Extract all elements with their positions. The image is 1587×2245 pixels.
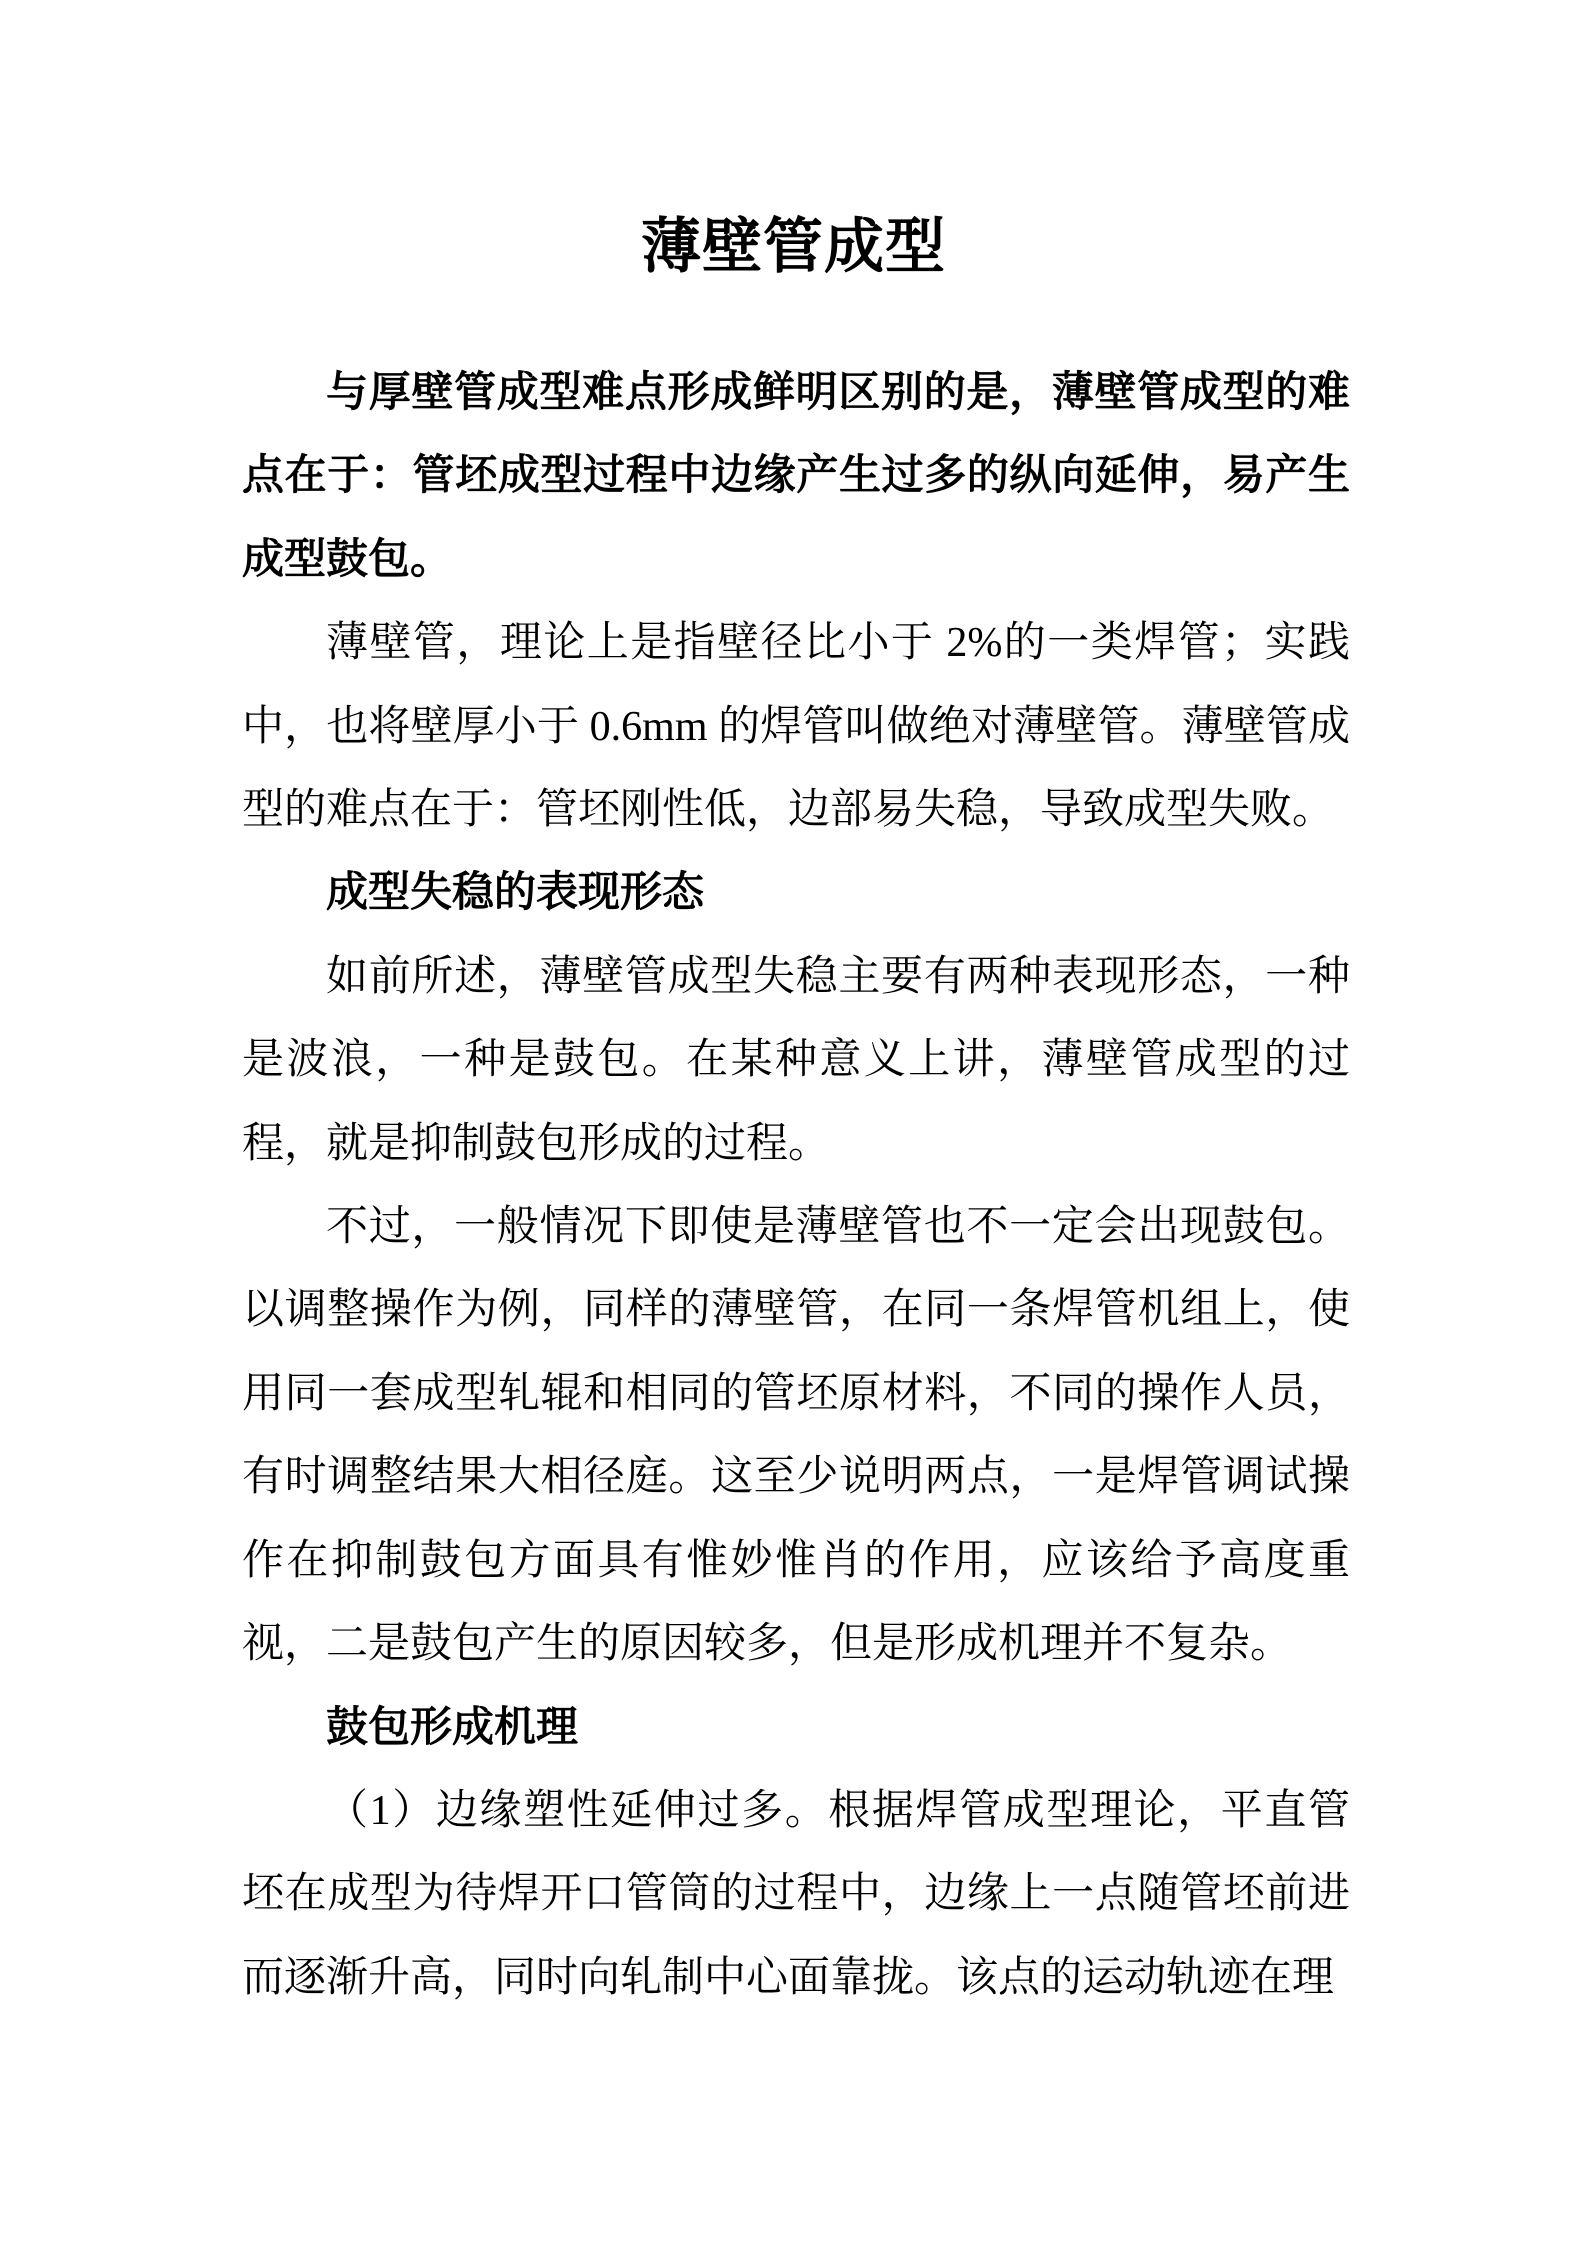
paragraph: 不过，一般情况下即使是薄壁管也不一定会出现鼓包。以调整操作为例，同样的薄壁管，在同一条焊管机组上，使用同一套成型轧辊和相同的管坯原材料，不同的操作人员，有时调整结果大相径庭。这至少说明两点，一是焊管调试操作在抑制鼓包方面具有惟妙惟肖的作用，应该给予高度重视，二是鼓包产生的原因较多，但是形成机理并不复杂。 xyxy=(242,1204,1350,1668)
paragraph: 如前所述，薄壁管成型失稳主要有两种表现形态，一种是波浪，一种是鼓包。在某种意义上讲，薄壁管成型的过程，就是抑制鼓包形成的过程。 xyxy=(242,953,1350,1167)
paragraph: 薄壁管，理论上是指壁径比小于 2%的一类焊管；实践中，也将壁厚小于 0.6mm 的焊管叫做绝对薄壁管。薄壁管成型的难点在于：管坯刚性低，边部易失稳，导致成型失败。 xyxy=(242,620,1350,834)
paragraph: （1）边缘塑性延伸过多。根据焊管成型理论，平直管坯在成型为待焊开口管筒的过程中，边缘上一点随管坯前进而逐渐升高，同时向轧制中心面靠拢。该点的运动轨迹在理 xyxy=(242,1787,1350,2001)
section-heading: 鼓包形成机理 xyxy=(326,1704,579,1751)
section-heading: 成型失稳的表现形态 xyxy=(326,870,705,917)
paragraph: 与厚壁管成型难点形成鲜明区别的是，薄壁管成型的难点在于：管坯成型过程中边缘产生过多的纵向延伸，易产生成型鼓包。 xyxy=(242,370,1350,583)
document-body xyxy=(242,352,1350,2020)
document-title: 薄壁管成型 xyxy=(641,214,946,280)
